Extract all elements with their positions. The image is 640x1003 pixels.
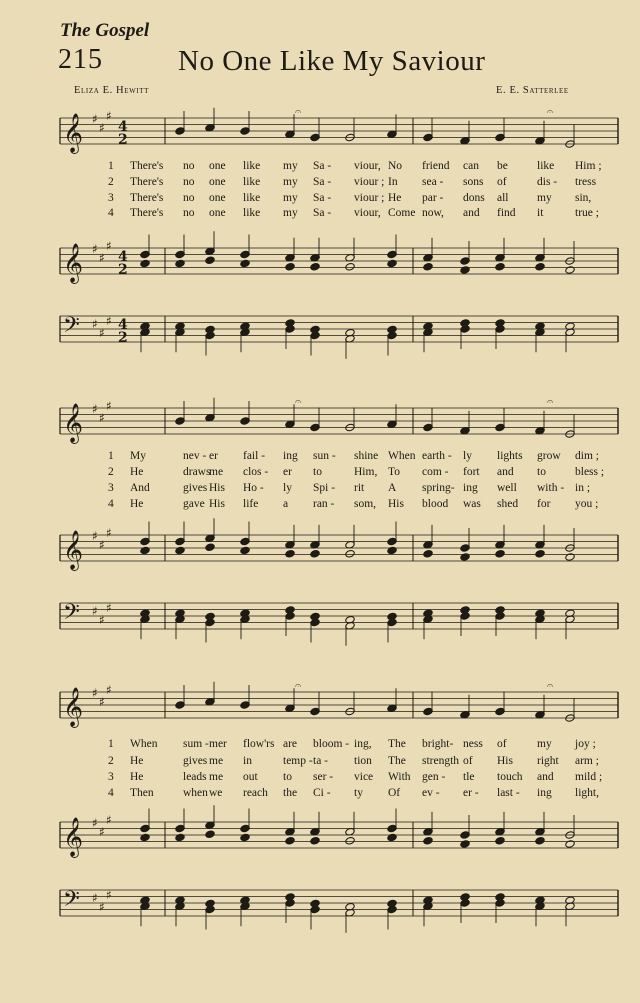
sharp-icon: ♯ bbox=[106, 813, 112, 827]
lyric-syllable: bless ; bbox=[575, 466, 605, 478]
lyric-syllable: When bbox=[388, 450, 416, 462]
harmony-note bbox=[460, 553, 470, 561]
lyric-syllable: Him, bbox=[354, 466, 378, 478]
lyric-syllable: Sa - bbox=[313, 192, 332, 204]
lyric-syllable: There's bbox=[130, 176, 164, 188]
harmony-note bbox=[140, 546, 150, 554]
lyric-syllable: ran - bbox=[313, 498, 335, 510]
sharp-icon: ♯ bbox=[99, 900, 105, 914]
sharp-icon: ♯ bbox=[106, 399, 112, 413]
lyric-syllable: of bbox=[463, 755, 473, 767]
lyric-syllable: light, bbox=[575, 787, 599, 799]
sharp-icon: ♯ bbox=[92, 242, 98, 256]
harmony-note bbox=[285, 606, 295, 614]
lyric-syllable: me bbox=[209, 466, 224, 478]
lyric-syllable: arm ; bbox=[575, 755, 599, 767]
lyric-syllable: Then bbox=[130, 787, 154, 799]
lyric-syllable: No bbox=[388, 160, 403, 172]
verse-number: 4 bbox=[108, 498, 114, 510]
bass-clef-icon: 𝄢 bbox=[63, 887, 80, 917]
harmony-note bbox=[310, 550, 320, 558]
sharp-icon: ♯ bbox=[99, 251, 105, 265]
lyric-syllable: one bbox=[209, 207, 226, 219]
lyric-syllable: tion bbox=[354, 755, 372, 767]
lyric-syllable: Sa - bbox=[313, 176, 332, 188]
harmony-note bbox=[345, 263, 355, 271]
lyric-syllable: my bbox=[283, 176, 298, 188]
sharp-icon: ♯ bbox=[92, 529, 98, 543]
verse-number: 1 bbox=[108, 738, 114, 750]
lyric-syllable: som, bbox=[354, 498, 377, 510]
verse-number: 2 bbox=[108, 755, 114, 767]
lyric-syllable: gives bbox=[183, 482, 208, 494]
harmony-note bbox=[140, 833, 150, 841]
harmony-note bbox=[310, 837, 320, 845]
harmony-note bbox=[285, 893, 295, 901]
lyric-syllable: all bbox=[497, 192, 509, 204]
lyric-syllable: He bbox=[130, 755, 144, 767]
lyric-syllable: dons bbox=[463, 192, 485, 204]
lyric-syllable: ev - bbox=[422, 787, 440, 799]
time-signature-top: 4 bbox=[118, 317, 128, 333]
lyric-syllable: Spi - bbox=[313, 482, 336, 494]
sharp-icon: ♯ bbox=[106, 526, 112, 540]
harmony-note bbox=[175, 259, 185, 267]
sharp-icon: ♯ bbox=[92, 816, 98, 830]
harmony-note bbox=[495, 893, 505, 901]
lyric-syllable: Come bbox=[388, 207, 416, 219]
lyric-syllable: In bbox=[388, 176, 398, 188]
lyric-syllable: er - bbox=[463, 787, 479, 799]
verse-line bbox=[108, 176, 618, 191]
treble-clef-icon: 𝄞 bbox=[63, 403, 84, 443]
lyric-syllable: vice bbox=[354, 771, 374, 783]
harmony-note bbox=[460, 319, 470, 327]
lyric-syllable: to bbox=[283, 771, 292, 783]
lyric-syllable: for bbox=[537, 498, 551, 510]
lyric-syllable: viour ; bbox=[354, 176, 385, 188]
lyric-syllable: Ho - bbox=[243, 482, 264, 494]
lyric-syllable: reach bbox=[243, 787, 268, 799]
harmony-note bbox=[310, 899, 320, 907]
verse-line bbox=[108, 450, 618, 465]
lyric-syllable: you ; bbox=[575, 498, 599, 510]
harmony-note bbox=[205, 543, 215, 551]
fermata-icon: 𝄐 bbox=[295, 395, 302, 408]
lyric-syllable: joy ; bbox=[575, 738, 596, 750]
lyric-syllable: He bbox=[130, 771, 144, 783]
lyric-syllable: and bbox=[463, 207, 480, 219]
harmony-note bbox=[175, 833, 185, 841]
lyric-syllable: like bbox=[243, 160, 261, 172]
lyric-syllable: sin, bbox=[575, 192, 592, 204]
sharp-icon: ♯ bbox=[99, 121, 105, 135]
lyric-syllable: He bbox=[130, 466, 144, 478]
lyric-syllable: in bbox=[243, 755, 252, 767]
harmony-note bbox=[495, 550, 505, 558]
sharp-icon: ♯ bbox=[99, 613, 105, 627]
harmony-note bbox=[345, 837, 355, 845]
harmony-note bbox=[310, 612, 320, 620]
fermata-icon: 𝄐 bbox=[295, 679, 302, 692]
lyric-syllable: last - bbox=[497, 787, 520, 799]
lyric-syllable: bright- bbox=[422, 738, 454, 750]
lyric-syllable: right bbox=[537, 755, 559, 767]
lyric-syllable: me bbox=[209, 755, 224, 767]
lyric-syllable: flow'rs bbox=[243, 738, 275, 750]
fermata-icon: 𝄐 bbox=[295, 105, 302, 118]
lyric-syllable: one bbox=[209, 176, 226, 188]
lyric-syllable: com - bbox=[422, 466, 449, 478]
lyric-syllable: gave bbox=[183, 498, 205, 510]
sharp-icon: ♯ bbox=[99, 538, 105, 552]
lyric-syllable: There's bbox=[130, 192, 164, 204]
lyric-syllable: With bbox=[388, 771, 411, 783]
bass-clef-icon: 𝄢 bbox=[63, 313, 80, 343]
hymn-number: 215 bbox=[58, 44, 103, 75]
sharp-icon: ♯ bbox=[92, 604, 98, 618]
lyric-syllable: now, bbox=[422, 207, 444, 219]
time-signature-top: 4 bbox=[118, 249, 128, 265]
sharp-icon: ♯ bbox=[99, 411, 105, 425]
lyric-syllable: The bbox=[388, 755, 406, 767]
lyric-syllable: He bbox=[130, 498, 144, 510]
harmony-note bbox=[495, 837, 505, 845]
harmony-note bbox=[285, 550, 295, 558]
sharp-icon: ♯ bbox=[92, 402, 98, 416]
harmony-note bbox=[565, 266, 575, 274]
lyric-syllable: To bbox=[388, 466, 400, 478]
lyric-syllable: earth - bbox=[422, 450, 452, 462]
lyric-syllable: of bbox=[497, 738, 507, 750]
lyric-syllable: it bbox=[537, 207, 544, 219]
sharp-icon: ♯ bbox=[106, 683, 112, 697]
lyric-syllable: ta - bbox=[313, 755, 329, 767]
verse-line bbox=[108, 498, 618, 513]
lyric-syllable: and bbox=[537, 771, 554, 783]
harmony-note bbox=[205, 325, 215, 333]
lyric-syllable: His bbox=[497, 755, 513, 767]
time-signature-bottom: 2 bbox=[118, 262, 128, 278]
time-signature-bottom: 2 bbox=[118, 132, 128, 148]
lyric-syllable: no bbox=[183, 160, 195, 172]
lyric-syllable: no bbox=[183, 192, 195, 204]
lyric-syllable: spring- bbox=[422, 482, 455, 494]
harmony-note bbox=[423, 550, 433, 558]
lyric-syllable: my bbox=[283, 192, 298, 204]
lyric-syllable: Sa - bbox=[313, 207, 332, 219]
lyric-syllable: ty bbox=[354, 787, 363, 799]
lyric-syllable: bloom - bbox=[313, 738, 350, 750]
treble-clef-icon: 𝄞 bbox=[63, 113, 84, 153]
verse-line bbox=[108, 160, 618, 175]
lyric-syllable: ness bbox=[463, 738, 483, 750]
lyric-syllable: and bbox=[497, 466, 514, 478]
harmony-note bbox=[387, 833, 397, 841]
lyric-syllable: Sa - bbox=[313, 160, 332, 172]
lyric-syllable: dis - bbox=[537, 176, 558, 188]
lyric-syllable: There's bbox=[130, 160, 164, 172]
harmony-note bbox=[345, 550, 355, 558]
lyric-syllable: ing bbox=[283, 450, 298, 462]
harmony-note bbox=[495, 606, 505, 614]
harmony-note bbox=[460, 606, 470, 614]
lyric-syllable: true ; bbox=[575, 207, 599, 219]
lyric-syllable: like bbox=[243, 192, 261, 204]
harmony-note bbox=[205, 899, 215, 907]
lyric-syllable: My bbox=[130, 450, 146, 462]
lyric-syllable: shed bbox=[497, 498, 519, 510]
time-signature-bottom: 2 bbox=[118, 330, 128, 346]
harmony-note bbox=[240, 259, 250, 267]
author-credit: Eliza E. Hewitt bbox=[74, 85, 149, 96]
lyric-syllable: are bbox=[283, 738, 298, 750]
lyric-syllable: one bbox=[209, 160, 226, 172]
sharp-icon: ♯ bbox=[106, 601, 112, 615]
sharp-icon: ♯ bbox=[92, 112, 98, 126]
harmony-note bbox=[460, 893, 470, 901]
harmony-note bbox=[423, 837, 433, 845]
lyric-syllable: leads bbox=[183, 771, 207, 783]
verse-number: 3 bbox=[108, 192, 114, 204]
lyric-syllable: mer bbox=[209, 738, 227, 750]
verse-number: 2 bbox=[108, 176, 114, 188]
harmony-note bbox=[565, 840, 575, 848]
lyric-syllable: sons bbox=[463, 176, 484, 188]
composer-credit: E. E. Satterlee bbox=[496, 85, 569, 96]
verse-line bbox=[108, 192, 618, 207]
section-title: The Gospel bbox=[60, 20, 150, 41]
lyric-syllable: The bbox=[388, 738, 406, 750]
lyric-syllable: fort bbox=[463, 466, 480, 478]
verse-number: 2 bbox=[108, 466, 114, 478]
hymn-title: No One Like My Saviour bbox=[178, 45, 486, 77]
lyric-syllable: ser - bbox=[313, 771, 334, 783]
lyric-syllable: draws bbox=[183, 466, 211, 478]
lyric-syllable: grow bbox=[537, 450, 561, 462]
harmony-note bbox=[495, 319, 505, 327]
verse-line bbox=[108, 738, 618, 753]
lyric-syllable: His bbox=[209, 498, 225, 510]
lyric-syllable: There's bbox=[130, 207, 164, 219]
lyric-syllable: A bbox=[388, 482, 397, 494]
lyric-syllable: par - bbox=[422, 192, 444, 204]
lyric-syllable: my bbox=[283, 160, 298, 172]
lyric-syllable: ing bbox=[537, 787, 552, 799]
lyric-syllable: a bbox=[283, 498, 289, 510]
lyric-syllable: rit bbox=[354, 482, 365, 494]
lyric-syllable: no bbox=[183, 207, 195, 219]
lyric-syllable: well bbox=[497, 482, 517, 494]
harmony-note bbox=[460, 840, 470, 848]
lyric-syllable: dim ; bbox=[575, 450, 599, 462]
lyric-syllable: ly bbox=[463, 450, 472, 462]
lyric-syllable: lights bbox=[497, 450, 523, 462]
harmony-note bbox=[205, 256, 215, 264]
sharp-icon: ♯ bbox=[92, 317, 98, 331]
lyric-syllable: the bbox=[283, 787, 298, 799]
lyric-syllable: like bbox=[537, 160, 555, 172]
harmony-note bbox=[240, 833, 250, 841]
treble-clef-icon: 𝄞 bbox=[63, 243, 84, 283]
lyric-syllable: shine bbox=[354, 450, 379, 462]
lyric-syllable: out bbox=[243, 771, 258, 783]
lyric-syllable: When bbox=[130, 738, 158, 750]
verse-number: 1 bbox=[108, 160, 114, 172]
lyric-syllable: friend bbox=[422, 160, 450, 172]
lyric-syllable: His bbox=[209, 482, 225, 494]
harmony-note bbox=[310, 325, 320, 333]
lyric-syllable: my bbox=[537, 192, 552, 204]
harmony-note bbox=[175, 546, 185, 554]
sharp-icon: ♯ bbox=[106, 314, 112, 328]
harmony-note bbox=[535, 837, 545, 845]
harmony-note bbox=[387, 259, 397, 267]
bass-clef-icon: 𝄢 bbox=[63, 600, 80, 630]
treble-clef-icon: 𝄞 bbox=[63, 687, 84, 727]
harmony-note bbox=[535, 263, 545, 271]
lyric-syllable: in ; bbox=[575, 482, 591, 494]
harmony-note bbox=[495, 263, 505, 271]
lyric-syllable: viour, bbox=[354, 160, 381, 172]
lyric-syllable: touch bbox=[497, 771, 523, 783]
lyric-syllable: er bbox=[209, 450, 218, 462]
harmony-note bbox=[387, 899, 397, 907]
harmony-note bbox=[535, 550, 545, 558]
sharp-icon: ♯ bbox=[92, 891, 98, 905]
harmony-note bbox=[205, 830, 215, 838]
verse-number: 3 bbox=[108, 482, 114, 494]
verse-number: 4 bbox=[108, 787, 114, 799]
sharp-icon: ♯ bbox=[99, 326, 105, 340]
fermata-icon: 𝄐 bbox=[547, 105, 554, 118]
lyric-syllable: tress bbox=[575, 176, 597, 188]
lyric-syllable: was bbox=[463, 498, 481, 510]
harmony-note bbox=[387, 546, 397, 554]
lyric-syllable: with - bbox=[537, 482, 565, 494]
harmony-note bbox=[285, 319, 295, 327]
harmony-note bbox=[240, 546, 250, 554]
lyric-syllable: mild ; bbox=[575, 771, 603, 783]
lyric-syllable: my bbox=[537, 738, 552, 750]
verse-number: 4 bbox=[108, 207, 114, 219]
sharp-icon: ♯ bbox=[99, 825, 105, 839]
lyric-syllable: can bbox=[463, 160, 479, 172]
lyric-syllable: when bbox=[183, 787, 208, 799]
lyric-syllable: gives bbox=[183, 755, 208, 767]
lyric-syllable: strength bbox=[422, 755, 460, 767]
lyric-syllable: temp - bbox=[283, 755, 313, 767]
harmony-note bbox=[387, 612, 397, 620]
harmony-note bbox=[310, 263, 320, 271]
verse-number: 1 bbox=[108, 450, 114, 462]
lyric-syllable: like bbox=[243, 176, 261, 188]
verse-line bbox=[108, 207, 618, 222]
harmony-note bbox=[565, 553, 575, 561]
treble-clef-icon: 𝄞 bbox=[63, 817, 84, 857]
lyric-syllable: blood bbox=[422, 498, 449, 510]
sharp-icon: ♯ bbox=[106, 888, 112, 902]
lyric-syllable: nev - bbox=[183, 450, 207, 462]
lyric-syllable: sum - bbox=[183, 738, 209, 750]
time-signature-top: 4 bbox=[118, 119, 128, 135]
lyric-syllable: ing bbox=[463, 482, 478, 494]
verse-line bbox=[108, 482, 618, 497]
sharp-icon: ♯ bbox=[106, 109, 112, 123]
verse-line bbox=[108, 771, 618, 786]
verse-line bbox=[108, 466, 618, 481]
harmony-note bbox=[285, 263, 295, 271]
lyric-syllable: ly bbox=[283, 482, 292, 494]
lyric-syllable: of bbox=[497, 176, 507, 188]
lyric-syllable: ing, bbox=[354, 738, 372, 750]
lyric-syllable: one bbox=[209, 192, 226, 204]
harmony-note bbox=[460, 266, 470, 274]
verse-line bbox=[108, 755, 618, 770]
verse-line bbox=[108, 787, 618, 802]
lyric-syllable: clos - bbox=[243, 466, 269, 478]
lyric-syllable: tle bbox=[463, 771, 475, 783]
fermata-icon: 𝄐 bbox=[547, 679, 554, 692]
sharp-icon: ♯ bbox=[99, 695, 105, 709]
lyric-syllable: we bbox=[209, 787, 223, 799]
harmony-note bbox=[387, 325, 397, 333]
treble-clef-icon: 𝄞 bbox=[63, 530, 84, 570]
lyric-syllable: viour, bbox=[354, 207, 381, 219]
lyric-syllable: And bbox=[130, 482, 150, 494]
lyric-syllable: no bbox=[183, 176, 195, 188]
lyric-syllable: viour ; bbox=[354, 192, 385, 204]
harmony-note bbox=[423, 263, 433, 271]
lyric-syllable: to bbox=[313, 466, 322, 478]
sharp-icon: ♯ bbox=[106, 239, 112, 253]
lyric-syllable: to bbox=[537, 466, 546, 478]
lyric-syllable: sun - bbox=[313, 450, 336, 462]
lyric-syllable: sea - bbox=[422, 176, 444, 188]
lyric-syllable: gen - bbox=[422, 771, 446, 783]
lyric-syllable: Ci - bbox=[313, 787, 331, 799]
sharp-icon: ♯ bbox=[92, 686, 98, 700]
verse-number: 3 bbox=[108, 771, 114, 783]
lyric-syllable: be bbox=[497, 160, 508, 172]
lyric-syllable: like bbox=[243, 207, 261, 219]
harmony-note bbox=[285, 837, 295, 845]
lyric-syllable: Him ; bbox=[575, 160, 602, 172]
harmony-note bbox=[140, 259, 150, 267]
lyric-syllable: fail - bbox=[243, 450, 266, 462]
lyric-syllable: er bbox=[283, 466, 292, 478]
harmony-note bbox=[205, 612, 215, 620]
lyric-syllable: He bbox=[388, 192, 402, 204]
lyric-syllable: life bbox=[243, 498, 259, 510]
lyric-syllable: His bbox=[388, 498, 404, 510]
lyric-syllable: Of bbox=[388, 787, 401, 799]
lyric-syllable: me bbox=[209, 771, 224, 783]
lyric-syllable: my bbox=[283, 207, 298, 219]
fermata-icon: 𝄐 bbox=[547, 395, 554, 408]
lyric-syllable: find bbox=[497, 207, 516, 219]
